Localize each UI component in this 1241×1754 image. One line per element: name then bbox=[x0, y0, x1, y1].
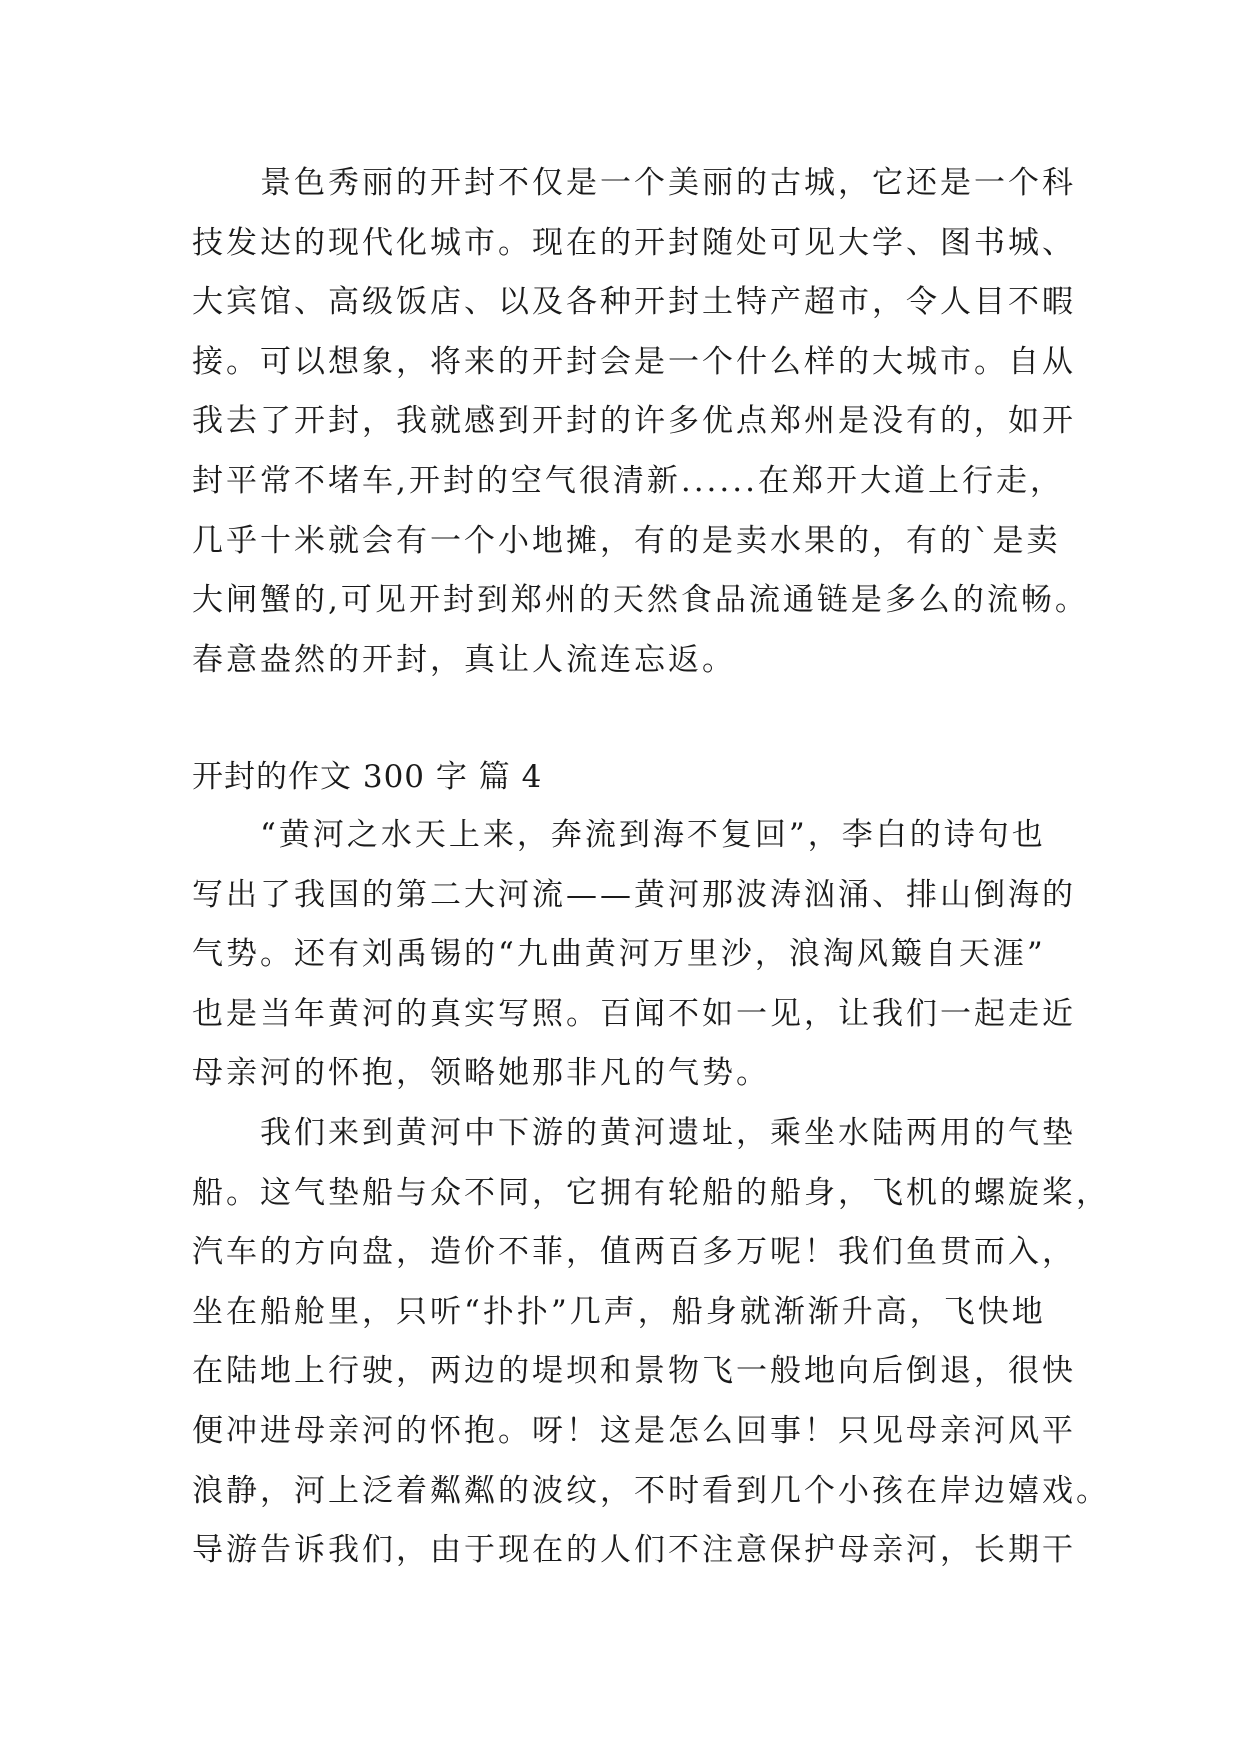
text-line: 在陆地上行驶，两边的堤坝和景物飞一般地向后倒退，很快 bbox=[192, 1353, 1076, 1389]
text-line: “黄河之水天上来，奔流到海不复回”，李白的诗句也 bbox=[192, 817, 1046, 853]
text-line: 写出了我国的第二大河流——黄河那波涛汹涌、排山倒海的 bbox=[192, 877, 1076, 913]
text-line: 大闸蟹的,可见开封到郑州的天然食品流通链是多么的流畅。 bbox=[192, 582, 1089, 618]
text-line: 便冲进母亲河的怀抱。呀！这是怎么回事！只见母亲河风平 bbox=[192, 1413, 1076, 1449]
text-line: 船。这气垫船与众不同，它拥有轮船的船身，飞机的螺旋桨， bbox=[192, 1175, 1110, 1211]
text-line: 接。可以想象，将来的开封会是一个什么样的大城市。自从 bbox=[192, 344, 1076, 380]
section-heading: 开封的作文 300 字 篇 4 bbox=[192, 759, 543, 795]
text-line: 汽车的方向盘，造价不菲，值两百多万呢！我们鱼贯而入， bbox=[192, 1234, 1076, 1270]
text-line: 母亲河的怀抱，领略她那非凡的气势。 bbox=[192, 1055, 770, 1091]
text-line: 坐在船舱里，只听“扑扑”几声，船身就渐渐升高，飞快地 bbox=[192, 1294, 1046, 1330]
text-line: 大宾馆、高级饭店、以及各种开封土特产超市，令人目不暇 bbox=[192, 284, 1076, 320]
text-line: 我们来到黄河中下游的黄河遗址，乘坐水陆两用的气垫 bbox=[192, 1115, 1076, 1151]
text-line: 也是当年黄河的真实写照。百闻不如一见，让我们一起走近 bbox=[192, 996, 1076, 1032]
text-line: 气势。还有刘禹锡的“九曲黄河万里沙，浪淘风簸自天涯” bbox=[192, 936, 1046, 972]
text-line: 景色秀丽的开封不仅是一个美丽的古城，它还是一个科 bbox=[192, 165, 1076, 201]
text-line: 我去了开封，我就感到开封的许多优点郑州是没有的，如开 bbox=[192, 403, 1076, 439]
text-line: 春意盎然的开封，真让人流连忘返。 bbox=[192, 642, 736, 678]
text-line: 封平常不堵车,开封的空气很清新......在郑开大道上行走， bbox=[192, 463, 1064, 499]
text-line: 浪静，河上泛着粼粼的波纹，不时看到几个小孩在岸边嬉戏。 bbox=[192, 1473, 1110, 1509]
text-line: 几乎十米就会有一个小地摊，有的是卖水果的，有的`是卖 bbox=[192, 523, 1061, 559]
text-line: 导游告诉我们，由于现在的人们不注意保护母亲河，长期干 bbox=[192, 1532, 1076, 1568]
text-line: 技发达的现代化城市。现在的开封随处可见大学、图书城、 bbox=[192, 225, 1076, 261]
